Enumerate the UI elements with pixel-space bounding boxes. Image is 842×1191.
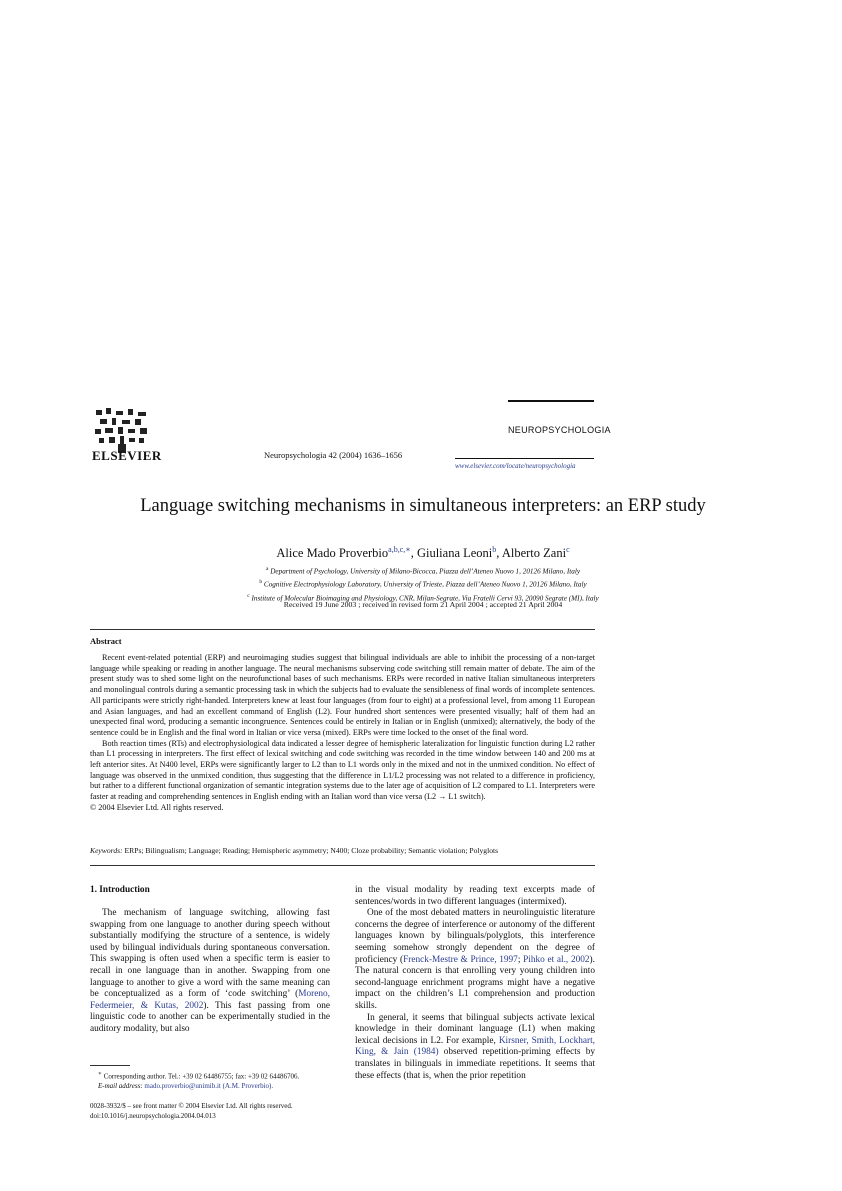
column-right bbox=[355, 885, 595, 1082]
author-name: Alberto Zani bbox=[501, 546, 567, 561]
brand-rule bbox=[508, 400, 594, 402]
citation-link[interactable]: Moreno, Federmeier, & Kutas, 2002 bbox=[90, 989, 330, 1011]
citation-link[interactable]: Kirsner, Smith, Lockhart, King, & Jain (1984) bbox=[355, 1035, 596, 1058]
column-left bbox=[90, 908, 330, 1036]
affiliation: $^a$ Department of Psychology, University of Milano-Bicocca, Piazza dell’Ateneo Nuovo 1, 20126 Milano, Italy bbox=[265, 566, 581, 576]
affiliation: $^c$ Institute of Molecular Bioimaging and Physiology, CNR, Milan-Segrate, Via Fratelli Cervi 93, 20090 Segrate (MI), Italy bbox=[247, 592, 599, 603]
section-heading: 1. Introduction bbox=[90, 885, 150, 895]
abstract-paragraph: Recent event-related potential (ERP) and neuroimaging studies suggest that bilingual individuals are able to inhibit the processing of a non-target language while speaking or reading in another language. The neural mechanisms subserving code switching still remain matter of debate. The aim of the present study was to shed some light on the neurofunctional bases of such mechanisms. ERPs were recorded in native Italian simultaneous interpreters and monolingual controls during a semantic processing task in which the subjects had to evaluate the sensibleness of final words of incomplete sentences. All participants were strictly right-handed. Interpreters knew at least four languages (from four to eight) at a professional level, from among 11 European and Asian languages, and had an excellent command of English (L2). Four hundred short sentences were presented visually; half of them had an unexpected final word, producing a semantic incongruence. Sentences could be entirely in Italian or in English (unmixed); alternatively, the body of the sentence could be in English and the final word in Italian or vice versa (mixed). ERPs were time locked to the onset of the final word. bbox=[90, 653, 595, 737]
article-title: Language switching mechanisms in simultaneous interpreters: an ERP study bbox=[140, 496, 706, 516]
body-paragraph: One of the most debated matters in neurolinguistic literature concerns the degree of interference or autonomy of the different languages known by bilinguals/polyglots, this interference seeming somehow strongly dependent on the degree of proficiency (Frenck-Mestre & Prince, 1997; Pihko et al., 2002). The natural concern is that enrolling very young children into second-language enrichment programs might have a negative impact on the children’s L1 comprehension and production skills. bbox=[355, 908, 595, 1011]
body-paragraph: In general, it seems that bilingual subjects activate lexical knowledge in their dominant language (L1) when making lexical decisions in L2. For example, Kirsner, Smith, Lockhart, King, & Jain (1984) observed repetition-priming effects by translates in bilinguals in immediate repetitions. It seems that these effects (that is, when the prior repetition bbox=[355, 1012, 596, 1081]
body-paragraph: The mechanism of language switching, allowing fast swapping from one language to another during speech without substantially modifying the structure of a sentence, is widely used by bilingual individuals during spontaneous conversation. This swapping is often used when a specific term is easier to recall in one language than in another. Swapping from one language to another to give a word with the same meaning can be conceptualized as a form of ‘code switching’ (Moreno, Federmeier, & Kutas, 2002). This fast passing from one linguistic code to another can be experimentally studied in the auditory modality, but also bbox=[90, 908, 330, 1034]
keywords-label: Keywords: bbox=[90, 846, 123, 855]
footnote-rule bbox=[90, 1065, 130, 1066]
author-name: Giuliana Leoni bbox=[416, 546, 493, 561]
front-matter-line: 0028-3932/$ – see front matter © 2004 Elsevier Ltd. All rights reserved. bbox=[90, 1102, 293, 1110]
author-name: Alice Mado Proverbio bbox=[276, 546, 389, 561]
article-dates: Received 19 June 2003 ; received in revised form 21 April 2004 ; accepted 21 April 2004 bbox=[283, 600, 563, 609]
publisher-name: ELSEVIER bbox=[92, 448, 162, 463]
citation-link[interactable]: Pihko et al., 2002 bbox=[523, 954, 590, 965]
abstract-heading: Abstract bbox=[90, 636, 122, 646]
footnote: ∗ Corresponding author. Tel.: +39 02 64486755; fax: +39 02 64486706. E-mail address: mado.proverbio@unimib.it (A.M. Proverbio). bbox=[98, 1071, 300, 1091]
body-paragraph: in the visual modality by reading text excerpts made of sentences/words in two different languages (intermixed). bbox=[355, 885, 595, 907]
front-matter-footer bbox=[90, 1101, 350, 1121]
brand-rule bbox=[455, 458, 594, 459]
keywords bbox=[90, 846, 595, 855]
affiliations bbox=[80, 564, 766, 604]
author-affiliation-link[interactable]: c bbox=[566, 545, 570, 554]
journal-citation: Neuropsychologia 42 (2004) 1636–1656 bbox=[264, 450, 403, 460]
journal-url-link[interactable]: www.elsevier.com/locate/neuropsychologia bbox=[455, 462, 576, 470]
author-affiliation-link[interactable]: a,b,c,∗ bbox=[388, 545, 411, 554]
doi[interactable]: doi:10.1016/j.neuropsychologia.2004.04.013 bbox=[90, 1112, 216, 1120]
author-list: Alice Mado Proverbio$^{a,b,c,∗}$, Giuliana Leoni$^b$, Alberto Zani$^c$ bbox=[276, 545, 570, 561]
email-link[interactable]: mado.proverbio@unimib.it (A.M. Proverbio). bbox=[144, 1082, 274, 1091]
abstract-body bbox=[90, 653, 595, 814]
citation-link[interactable]: Frenck-Mestre & Prince, 1997 bbox=[403, 954, 518, 965]
abstract-copyright: © 2004 Elsevier Ltd. All rights reserved. bbox=[90, 802, 224, 812]
keywords-text: ERPs; Bilingualism; Language; Reading; Hemispheric asymmetry; N400; Cloze probability; Semantic violation; Polyglots bbox=[124, 846, 499, 855]
section-rule bbox=[90, 629, 595, 630]
abstract-paragraph: Both reaction times (RTs) and electrophysiological data indicated a lesser degree of hemispheric lateralization for linguistic function during L2 rather than L1 processing in interpreters. The first effect of lexical switching and code switching was recorded in the time window between 140 and 200 ms at left anterior sites. At N400 level, ERPs were significantly larger to L2 than to L1 words only in the mixed and not in the unmixed condition. No effect of language was observed in the unmixed condition, thus suggesting that the difference in L1/L2 processing was not related to a difference in proficiency, but rather to a different functional organization of semantic integration systems due to the later age of acquisition of L2 compared to L1. Interpreters were faster at reading and comprehending sentences in English ending with an Italian word than vice versa (L2 → L1 switch). bbox=[90, 738, 595, 802]
journal-brand: NEUROPSYCHOLOGIA bbox=[508, 425, 611, 435]
author-affiliation-link[interactable]: b bbox=[492, 545, 497, 554]
section-rule bbox=[90, 865, 595, 866]
affiliation: $^b$ Cognitive Electrophysiology Laboratory, University of Trieste, Piazza dell’Ateneo Nuovo 1, 20126 Milano, Italy bbox=[259, 579, 587, 589]
